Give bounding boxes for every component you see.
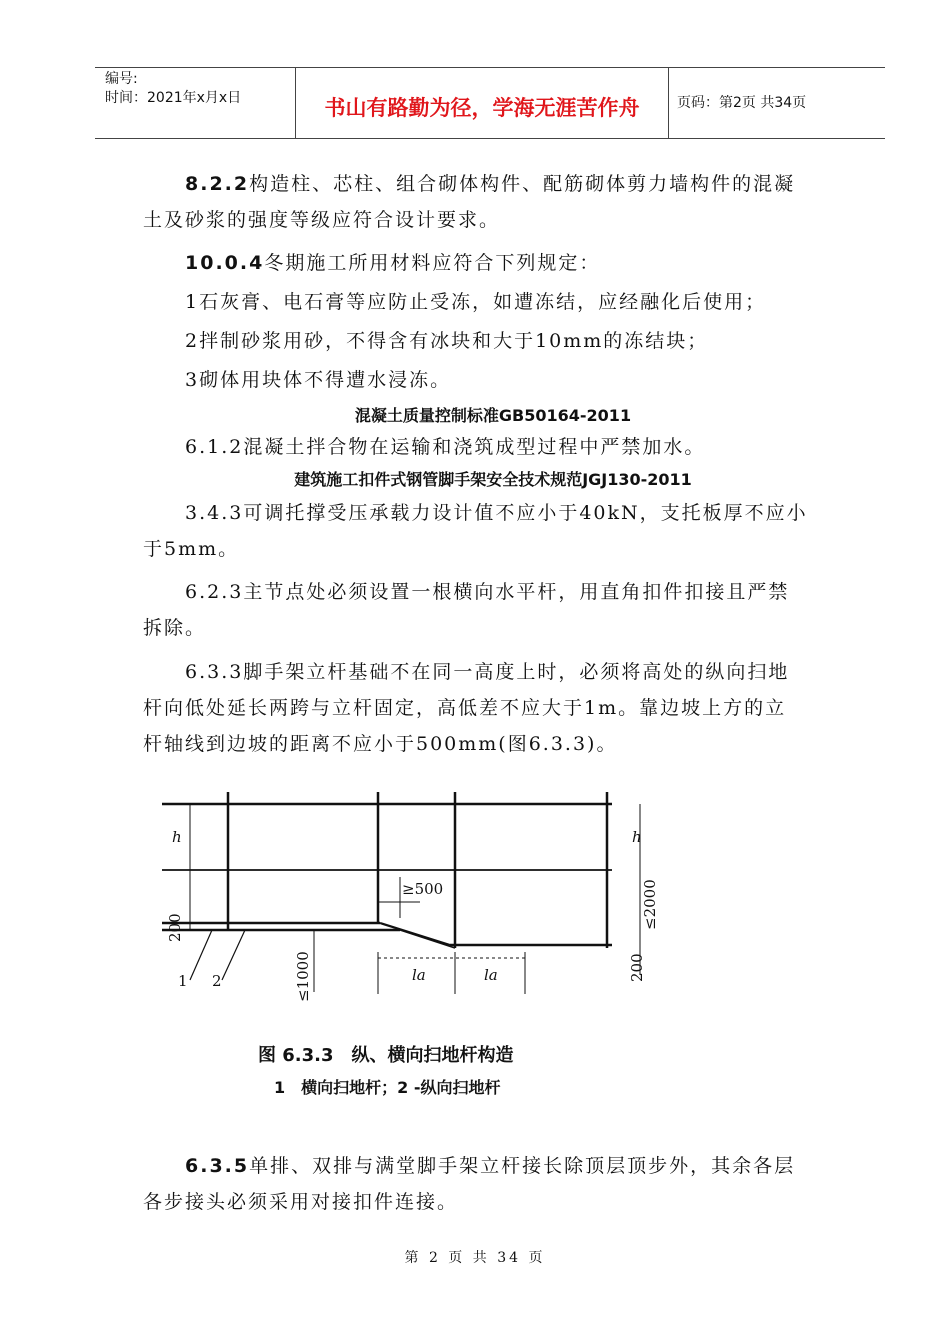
leader-2 [222, 930, 245, 980]
clause-number: 6.3.5 [185, 1155, 250, 1177]
label-h-left: h [172, 828, 182, 846]
page-header [95, 67, 885, 139]
label-la-2: la [484, 966, 498, 984]
label-200-right: 200 [628, 953, 646, 982]
slope-line [380, 923, 450, 945]
figure-caption-sub: 1 横向扫地杆；2 -纵向扫地杆 [274, 1078, 501, 1097]
scaffold-sweeping-rod-diagram [150, 770, 670, 1010]
paragraph-8-2-2: 8.2.2构造柱、芯柱、组合砌体构件、配筋砌体剪力墙构件的混凝 土及砂浆的强度等级应符合设计要求。 [143, 173, 796, 231]
header-page-info: 页码：第2页 共34页 [677, 95, 807, 111]
header-motto: 书山有路勤为径，学海无涯苦作舟 [324, 96, 640, 120]
clause-number: 10.0.4 [185, 252, 265, 274]
paragraph-6-1-2: 6.1.2混凝土拌合物在运输和浇筑成型过程中严禁加水。 [185, 436, 706, 458]
label-2: 2 [212, 972, 222, 990]
label-1: 1 [178, 972, 188, 990]
slope-line-2 [400, 930, 455, 948]
time-label: 时间：2021年x月x日 [105, 90, 242, 106]
list-item-3: 3砌体用块体不得遭水浸冻。 [185, 369, 452, 391]
header-meta [95, 68, 295, 138]
paragraph-6-2-3: 6.2.3主节点处必须设置一根横向水平杆，用直角扣件扣接且严禁 拆除。 [143, 581, 790, 639]
list-item-2: 2拌制砂浆用砂，不得含有冰块和大于10mm的冻结块； [185, 330, 709, 352]
list-item-1: 1石灰膏、电石膏等应防止受冻，如遭冻结，应经融化后使用； [185, 291, 767, 313]
label-1000: ≤1000 [294, 951, 312, 1002]
standard-title-scaffold: 建筑施工扣件式钢管脚手架安全技术规范JGJ130-2011 [294, 470, 692, 489]
label-2000: ≤2000 [641, 879, 659, 930]
paragraph-10-0-4: 10.0.4冬期施工所用材料应符合下列规定： [185, 252, 601, 274]
label-la-1: la [412, 966, 426, 984]
label-h-right: h [632, 828, 642, 846]
paragraph-3-4-3: 3.4.3可调托撑受压承载力设计值不应小于40kN，支托板厚不应小 于5mm。 [143, 502, 808, 560]
header-motto-cell [295, 68, 669, 138]
paragraph-6-3-3: 6.3.3脚手架立杆基础不在同一高度上时，必须将高处的纵向扫地 杆向低处延长两跨与立杆固定，高低差不应大于1m。靠边坡上方的立 杆轴线到边坡的距离不应小于500mm(图6.3.3)。 [143, 661, 790, 755]
standard-title-concrete: 混凝土质量控制标准GB50164-2011 [354, 406, 632, 425]
paragraph-6-3-5: 6.3.5单排、双排与满堂脚手架立杆接长除顶层顶步外，其余各层 各步接头必须采用对接扣件连接。 [143, 1155, 796, 1213]
label-500: ≥500 [402, 880, 444, 898]
label-200-left: 200 [166, 913, 184, 942]
page-footer: 第 2 页 共 34 页 [404, 1250, 546, 1266]
leader-1 [190, 930, 212, 980]
clause-number: 8.2.2 [185, 173, 250, 195]
figure-caption: 图 6.3.3 纵、横向扫地杆构造 [258, 1045, 514, 1066]
code-label: 编号: [105, 71, 138, 87]
